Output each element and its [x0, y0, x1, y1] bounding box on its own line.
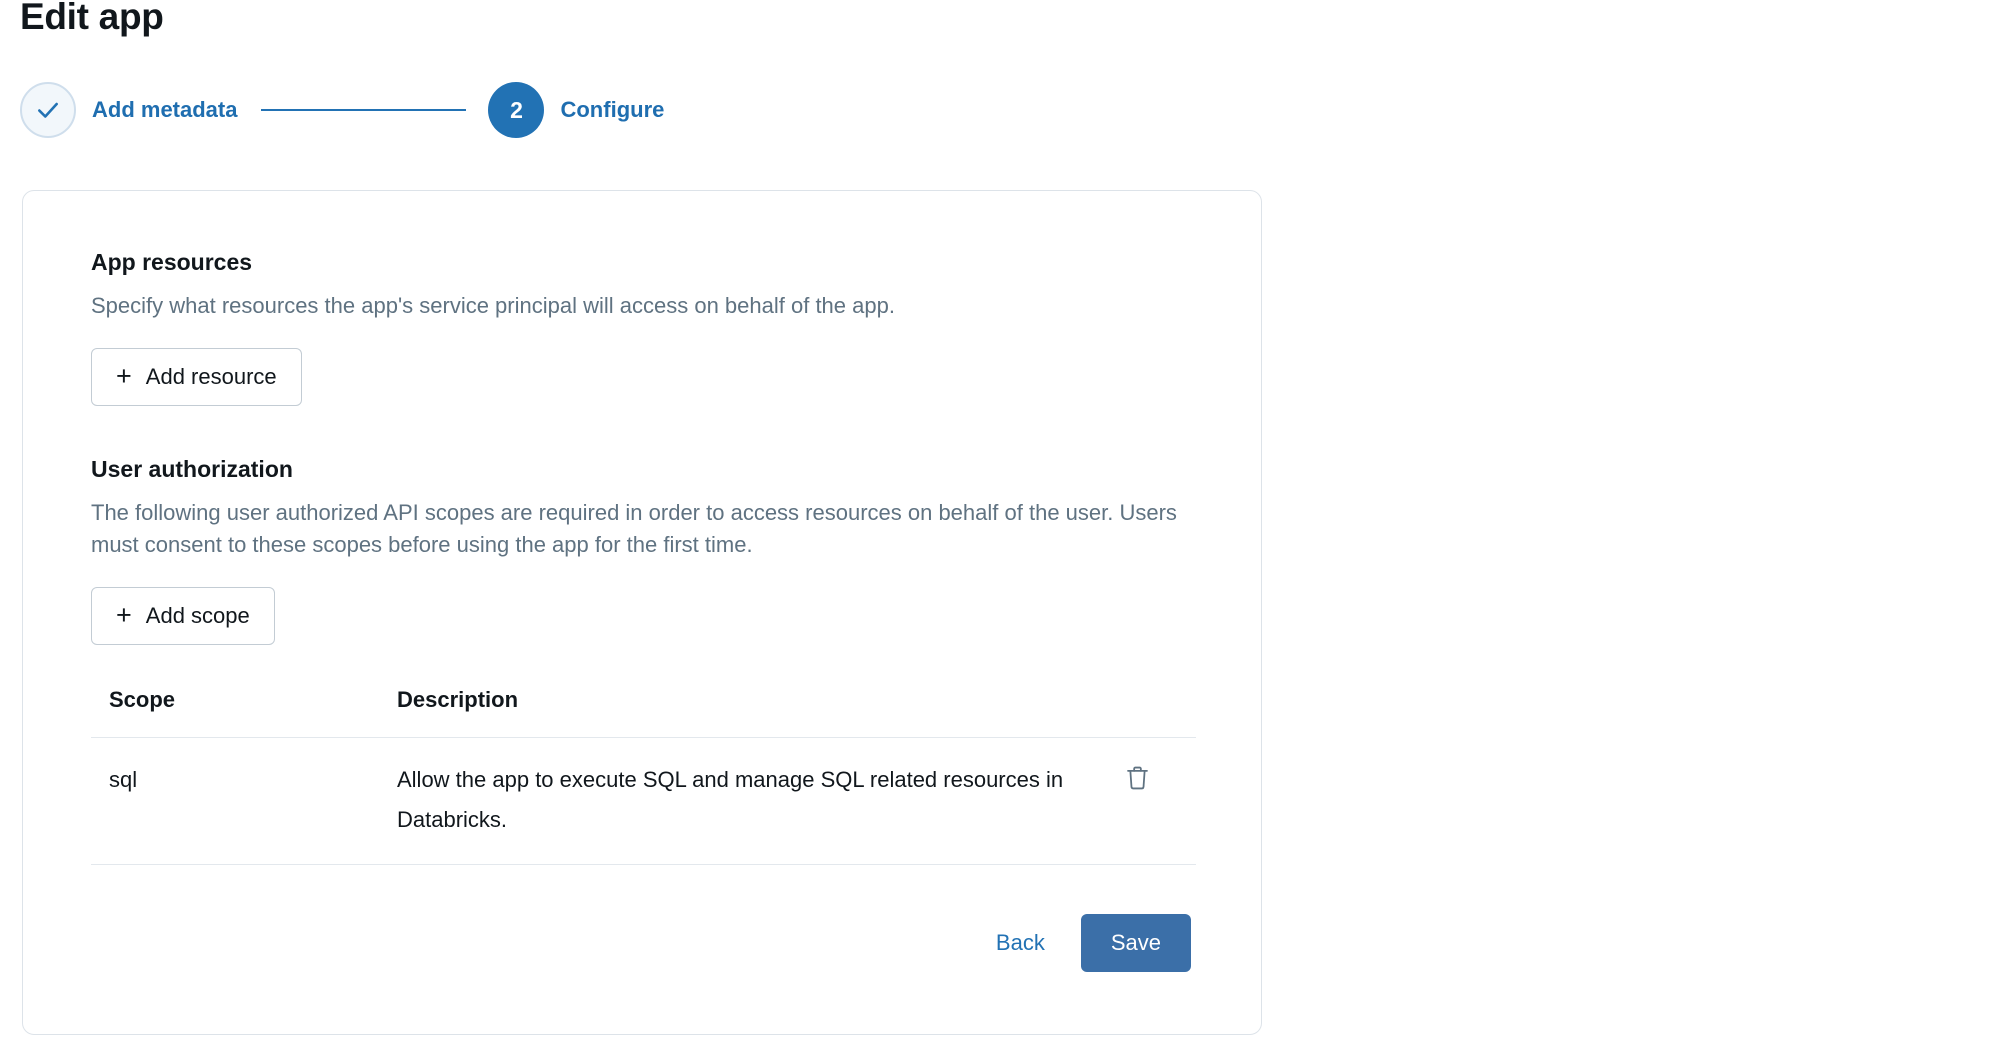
plus-icon: + [116, 360, 132, 391]
step-2-circle: 2 [488, 82, 544, 138]
column-header-scope: Scope [91, 687, 391, 738]
scopes-table [91, 687, 1196, 865]
column-header-description: Description [391, 687, 1076, 738]
save-button[interactable]: Save [1081, 914, 1191, 972]
step-2-label: Configure [560, 97, 665, 122]
add-scope-label: Add scope [145, 603, 250, 628]
check-icon [35, 97, 61, 123]
step-add-metadata[interactable] [20, 82, 237, 138]
scope-description: Allow the app to execute SQL and manage SQL related resources in Databricks. [391, 738, 1076, 865]
wizard-stepper [20, 82, 664, 138]
step-1-label: Add metadata [92, 97, 238, 122]
app-resources-heading: App resources [91, 249, 253, 275]
column-header-actions [1076, 687, 1196, 738]
delete-scope-button[interactable] [1120, 760, 1155, 797]
table-row [91, 738, 1196, 865]
add-scope-button[interactable] [91, 587, 275, 645]
step-connector [261, 109, 466, 111]
back-button[interactable]: Back [990, 920, 1051, 966]
configure-card [22, 190, 1262, 1035]
step-configure[interactable] [488, 82, 664, 138]
plus-icon: + [116, 599, 132, 630]
card-footer-actions [990, 914, 1191, 972]
user-authorization-heading: User authorization [91, 456, 293, 482]
add-resource-button[interactable] [91, 348, 302, 406]
step-1-circle [20, 82, 76, 138]
scope-name: sql [91, 738, 391, 865]
app-resources-description: Specify what resources the app's service principal will access on behalf of the app. [91, 293, 895, 318]
trash-icon [1124, 764, 1151, 793]
add-resource-label: Add resource [145, 364, 277, 389]
page-title: Edit app [20, 0, 164, 37]
user-authorization-description: The following user authorized API scopes are required in order to access resources on behalf of the user. Users must consent to these scopes before using the app for the first time. [91, 500, 1177, 557]
table-header-row [91, 687, 1196, 738]
